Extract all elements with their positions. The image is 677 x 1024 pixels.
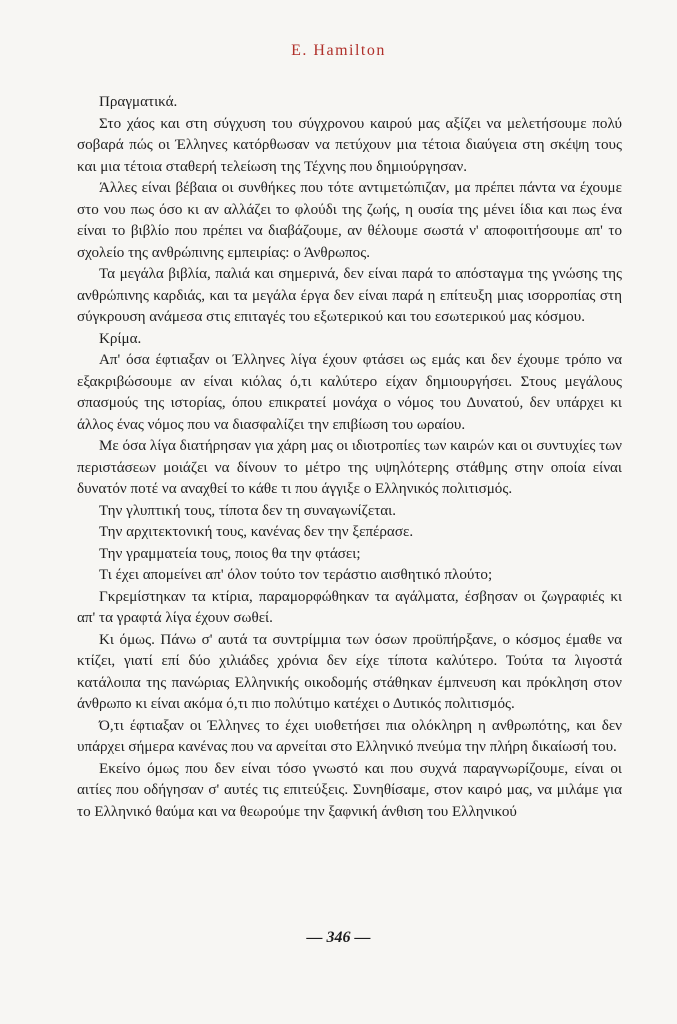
paragraph: Απ' όσα έφτιαξαν οι Έλληνες λίγα έχουν φτάσει ως εμάς και δεν έχουμε τρόπο να εξακριβώσουμε αν είναι κιόλας ό,τι καλύτερο είχαν δημιουργήσει. Στους μεγάλους σπασμούς της ιστορίας, όπου επικρατεί μονάχα ο νόμος του Δυνατού, δεν υπάρχει κι άλλος ένας νόμος που να διασφαλίζει την επιβίωση του ωραίου. [77,352,622,433]
running-header: E. Hamilton [291,42,386,59]
page-number: — 346 — [306,929,371,946]
paragraph: Κρίμα. [99,330,142,347]
paragraph: Την αρχιτεκτονική τους, κανένας δεν την ξεπέρασε. [99,524,414,540]
paragraph: Άλλες είναι βέβαια οι συνθήκες που τότε αντιμετώπιζαν, μα πρέπει πάντα να έχουμε στο νου πως όσο κι αν αλλάζει το φλούδι της ζωής, η ουσία της μένει ίδια και πως ένα είναι το βιβλίο που πρέπει να διαβάζουμε, αν θέλουμε σωστά ν' αποφοιτήσουμε απ' το σχολείο της ανθρώπινης εμπειρίας: ο Άνθρωπος. [77,180,622,261]
paragraph: Ό,τι έφτιαξαν οι Έλληνες το έχει υιοθετήσει πια ολόκληρη η ανθρωπότης, και δεν υπάρχει σήμερα κανένας που να αρνείται στο Ελληνικό πνεύμα την πλήρη δικαίωσή του. [77,717,622,755]
paragraph: Την γλυπτική τους, τίποτα δεν τη συναγωνίζεται. [99,502,397,519]
paragraph: Στο χάος και στη σύγχυση του σύγχρονου καιρού μας αξίζει να μελετήσουμε πολύ σοβαρά πώς οι Έλληνες κατόρθωσαν να πετύχουν μια τέτοια διαύγεια στη σκέψη τους και μια τέτοια σταθερή τελείωση της Τέχνης που δημιούργησαν. [77,115,622,175]
paragraph: Πραγματικά. [99,94,178,110]
paragraph: Με όσα λίγα διατήρησαν για χάρη μας οι ιδιοτροπίες των καιρών και οι συντυχίες των περιστάσεων μοιάζει να δίνουν το μέτρο της υψηλότερης στάθμης στην οποία είναι δυνατόν ποτέ να αναχθεί το κάθε τι που άγγιξε ο Ελληνικός πολιτισμός. [77,438,622,497]
paragraph: Την γραμματεία τους, ποιος θα την φτάσει; [99,545,361,562]
paragraph: Γκρεμίστηκαν τα κτίρια, παραμορφώθηκαν τα αγάλματα, έσβησαν οι ζωγραφιές κι απ' τα γραφτά λίγα έχουν σωθεί. [77,588,622,626]
paragraph: Κι όμως. Πάνω σ' αυτά τα συντρίμμια των όσων προϋπήρξανε, ο κόσμος έμαθε να κτίζει, γιατί επί δύο χιλιάδες χρόνια δεν είχε τίποτα καλύτερο. Τούτα τα λιγοστά κατάλοιπα της πανώριας Ελληνικής οικοδομής στάθηκαν έμπνευση και πρόκληση στον άνθρωπο κι είναι ακόμα ό,τι πιο πολύτιμο κατέχει ο Δυτικός πολιτισμός. [77,631,622,712]
body-text [77,92,622,823]
paragraph: Τι έχει απομείνει απ' όλον τούτο τον τεράστιο αισθητικό πλούτο; [99,567,493,583]
paragraph: Εκείνο όμως που δεν είναι τόσο γνωστό και που συχνά παραγνωρίζουμε, είναι οι αιτίες που οδήγησαν σ' αυτές τις επιτεύξεις. Συνηθίσαμε, στον καιρό μας, να μιλάμε για το Ελληνικό θαύμα και να θεωρούμε την ξαφνική άνθιση του Ελληνικού [77,760,622,820]
paragraph: Τα μεγάλα βιβλία, παλιά και σημερινά, δεν είναι παρά το απόσταγμα της γνώσης της ανθρώπινης καρδιάς, και τα μεγάλα έργα δεν είναι παρά η επίτευξη μιας ισορροπίας στη σύγκρουση ανάμεσα στις επιταγές του εξωτερικού και του εσωτερικού μας κόσμου. [77,266,622,325]
